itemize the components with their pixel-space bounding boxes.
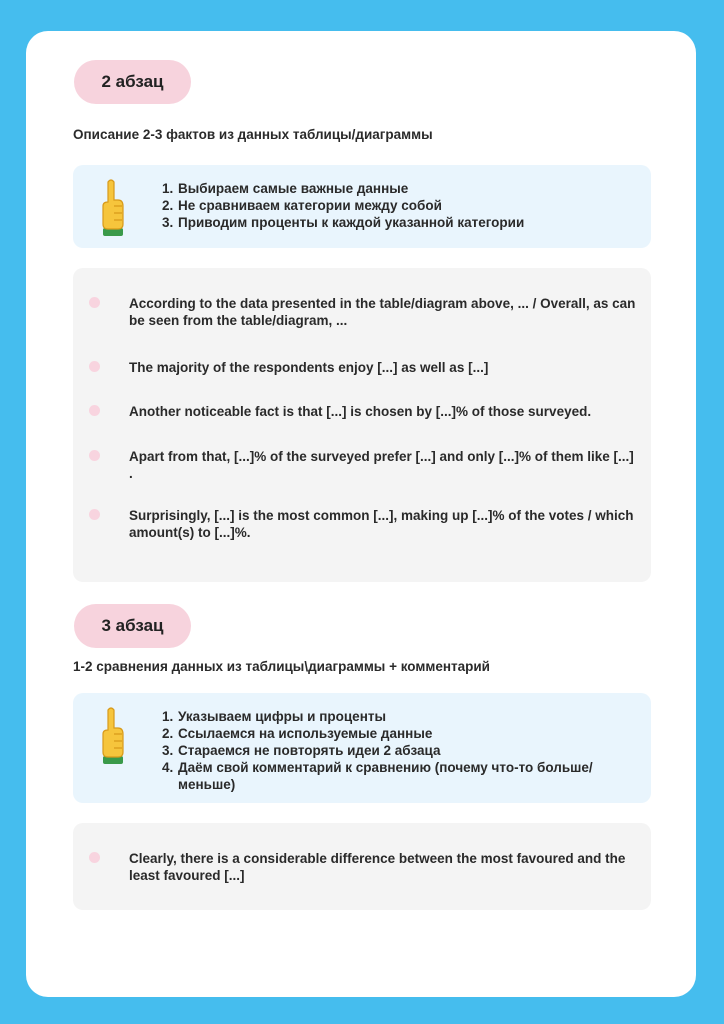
page-card — [26, 31, 696, 997]
pink-dot-icon — [89, 297, 100, 308]
pink-dot-icon — [89, 852, 100, 863]
section-3-heading: 3 абзац — [74, 604, 191, 648]
section-2-subtitle: Описание 2-3 фактов из данных таблицы/диаграммы — [73, 127, 433, 142]
section-2-phrases-box: According to the data presented in the table/diagram above, ... / Overall, as can be seen from the table/diagram, ... The majority of the respondents enjoy [...] as well as [...] Another noticeable fact is that [...] is chosen by [...]% of those surveyed. Apart from that, [...]% of the surveyed prefer [...] and only [...]% of them like [...] . Surprisingly, [...] is the most common [...], making up [...]% of the votes / which amount(s) to [...]%. — [73, 268, 651, 582]
section-2-tips-box — [73, 165, 651, 248]
pink-dot-icon — [89, 450, 100, 461]
section-2-heading: 2 абзац — [74, 60, 191, 104]
section-3-subtitle: 1-2 сравнения данных из таблицы\диаграммы + комментарий — [73, 659, 490, 674]
pink-dot-icon — [89, 405, 100, 416]
list-item: 4. Даём свой комментарий к сравнению (почему что-то больше/ меньше) — [162, 760, 593, 792]
pink-dot-icon — [89, 361, 100, 372]
section-2-tips-list — [162, 180, 524, 231]
section-3-tips-list — [162, 708, 632, 793]
list-item: 1. Выбираем самые важные данные — [162, 181, 409, 196]
pointing-up-hand-icon — [97, 178, 129, 238]
pink-dot-icon — [89, 509, 100, 520]
section-3-phrases-box: Clearly, there is a considerable difference between the most favoured and the least favoured [...] — [73, 823, 651, 910]
pointing-up-hand-icon — [97, 706, 129, 766]
list-item: 2. Не сравниваем категории между собой — [162, 198, 442, 213]
list-item: 3. Стараемся не повторять идеи 2 абзаца — [162, 743, 441, 758]
section-3-tips-box — [73, 693, 651, 803]
list-item: 2. Ссылаемся на используемые данные — [162, 726, 433, 741]
list-item: 1. Указываем цифры и проценты — [162, 709, 386, 724]
list-item: 3. Приводим проценты к каждой указанной категории — [162, 215, 525, 230]
